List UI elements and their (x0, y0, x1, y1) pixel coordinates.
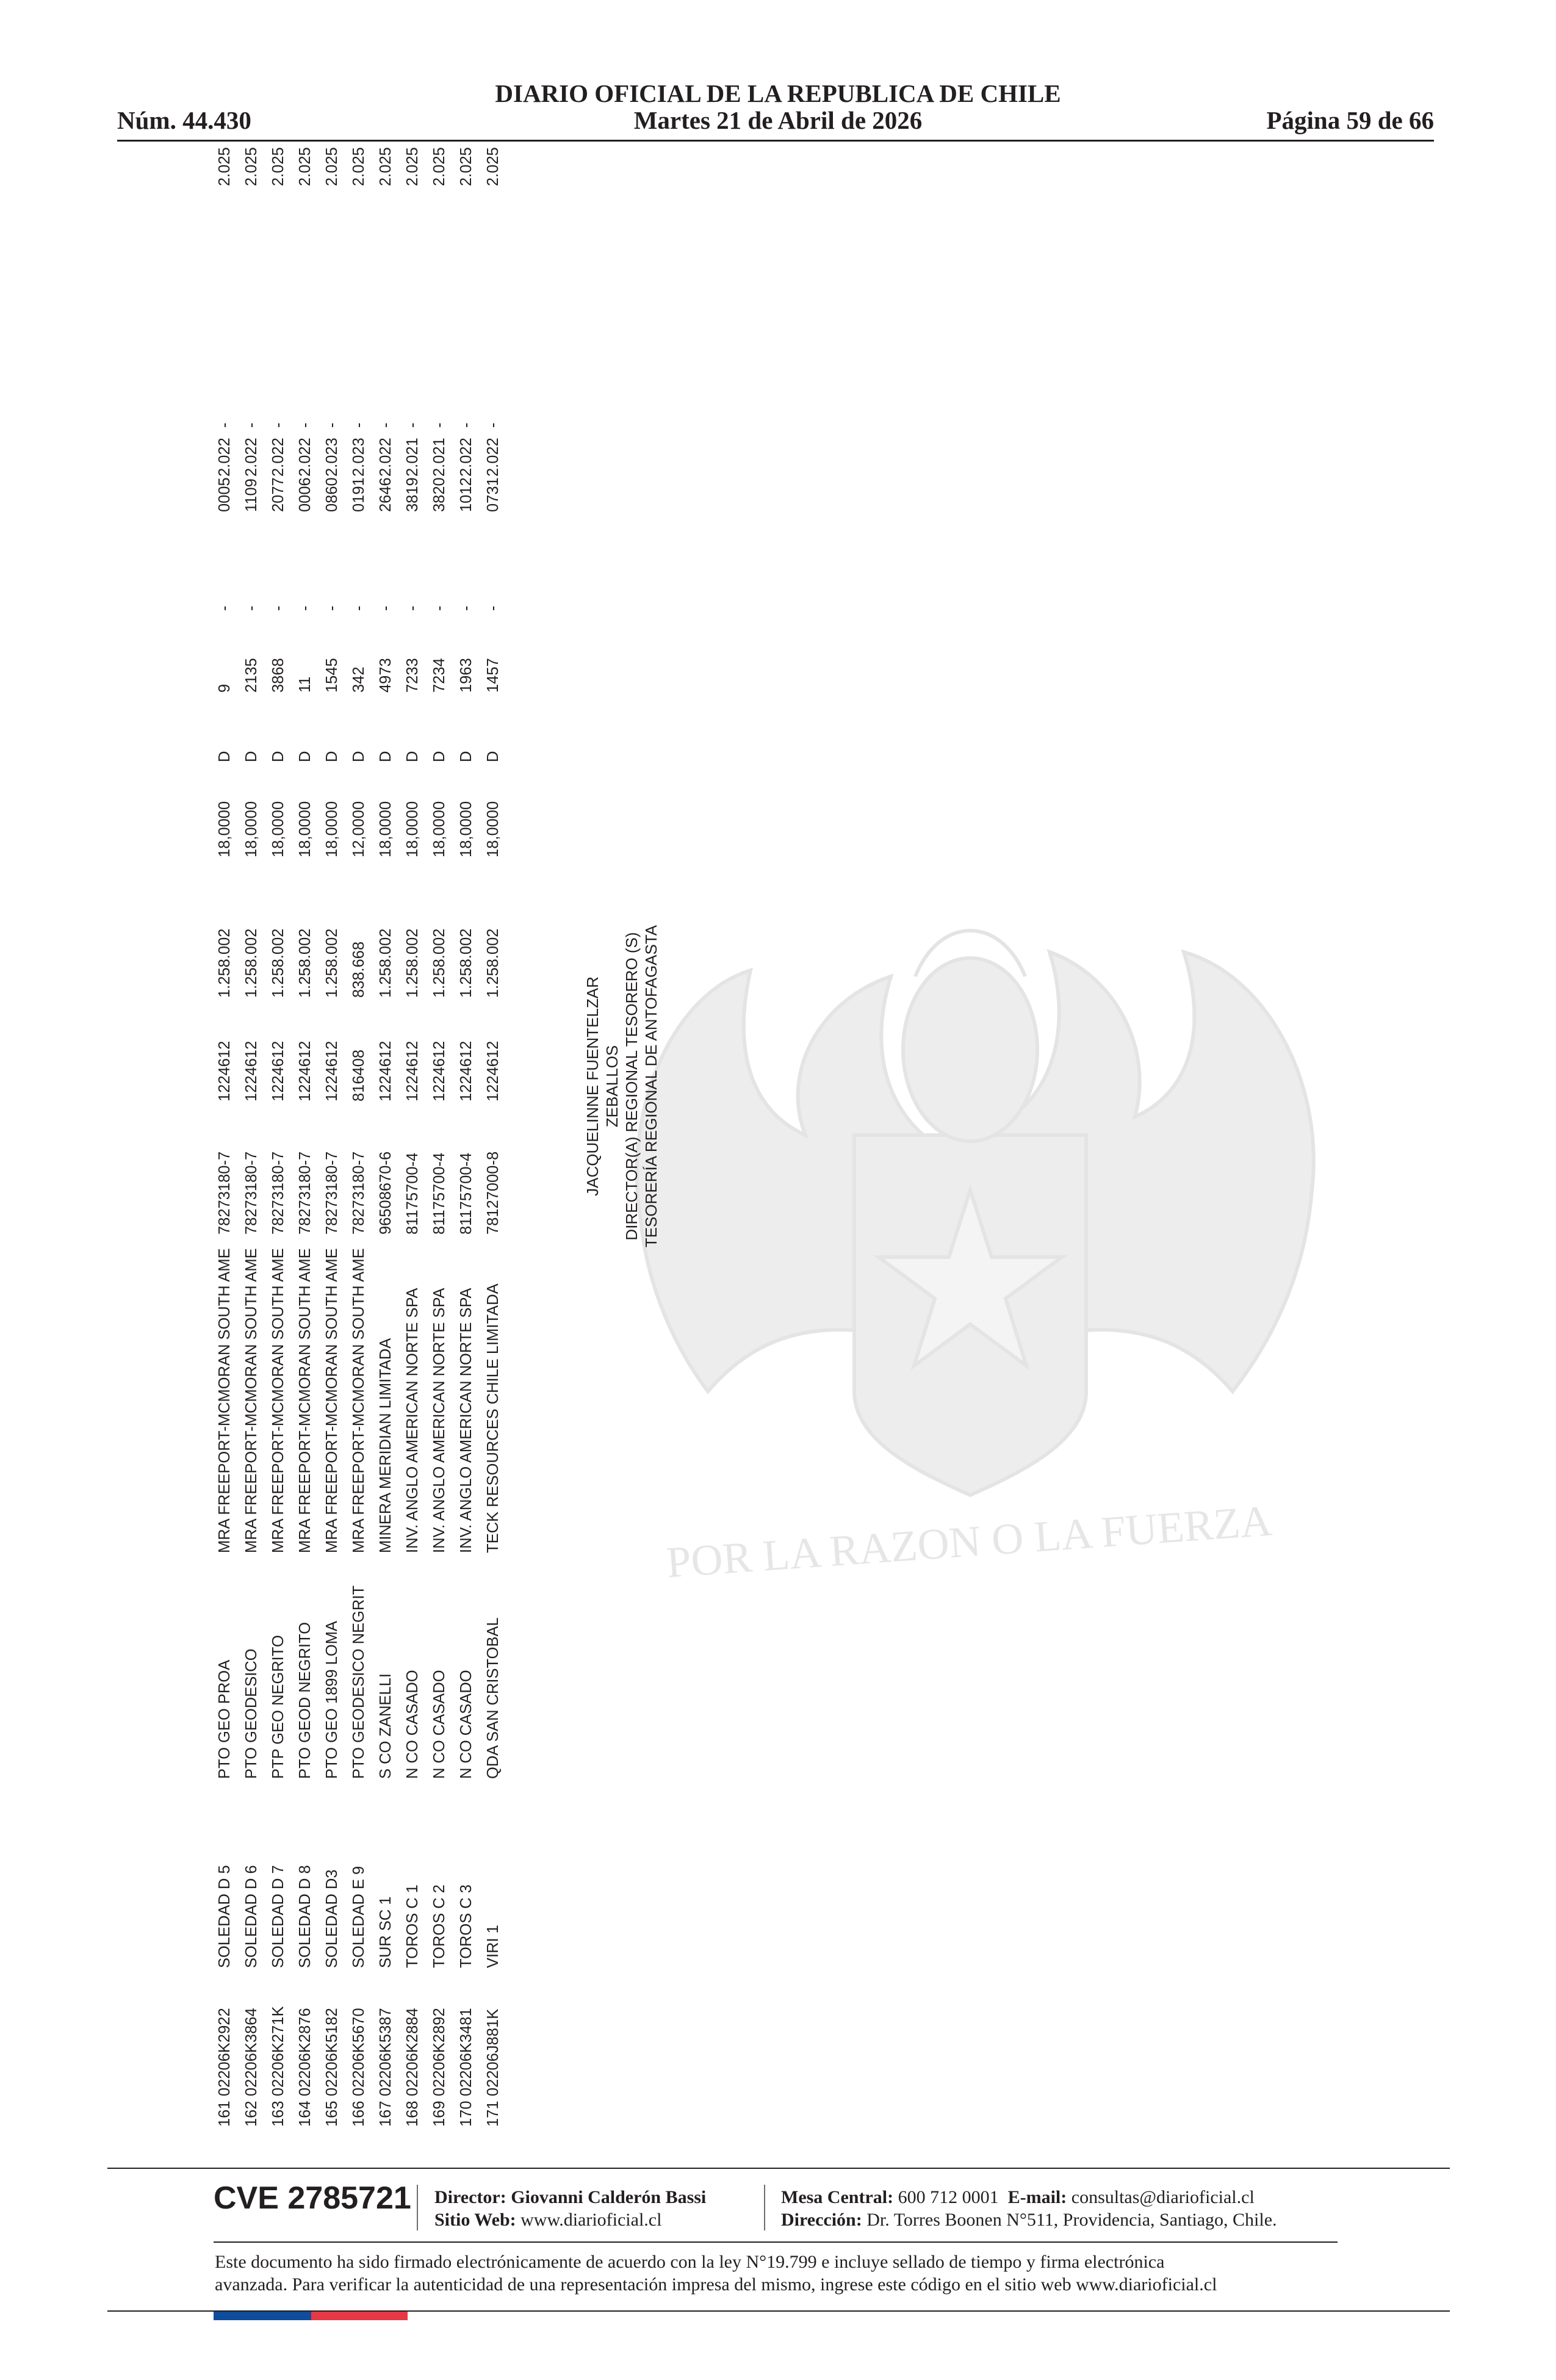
cell-dash: - (297, 605, 314, 611)
cell-field-a: 1963 (458, 658, 475, 693)
address-text: Dr. Torres Boonen N°511, Providencia, Santiago, Chile. (866, 2210, 1277, 2230)
cell-rol: 02206K2892 (431, 2008, 448, 2096)
cell-dash: - (323, 605, 340, 611)
cell-year-b: 2.025 (270, 147, 287, 186)
cell-owner: MRA FREEPORT-MCMORAN SOUTH AME (350, 1248, 367, 1553)
cell-year-a: 2.022 (377, 438, 394, 477)
cell-dash: - (216, 605, 233, 611)
cell-hectares: 18,0000 (377, 801, 394, 857)
cell-owner: MRA FREEPORT-MCMORAN SOUTH AME (270, 1248, 287, 1553)
cell-field-b: 2646 (377, 477, 394, 512)
cell-type: D (404, 751, 421, 762)
cell-amount-b: 1.258.002 (484, 928, 502, 998)
cell-field-b: 1012 (458, 477, 475, 512)
table-row (372, 147, 398, 2127)
cell-year-a: 2.022 (270, 438, 287, 477)
cell-year-b: 2.025 (484, 147, 502, 186)
cell-hectares: 18,0000 (216, 801, 233, 857)
legal-notice (215, 2251, 1374, 2296)
signature-line: DIRECTOR(A) REGIONAL TESORERO (S) (622, 932, 641, 1241)
cell-type: D (350, 751, 367, 762)
cell-amount-b: 1.258.002 (297, 928, 314, 998)
cell-rol: 02206K2922 (216, 2008, 233, 2096)
footer-separator (417, 2185, 418, 2230)
cell-dash: - (350, 422, 367, 428)
cell-amount-a: 1224612 (377, 1040, 394, 1102)
cell-concession-name: SOLEDAD D 8 (297, 1865, 314, 1968)
cell-concession-name: SOLEDAD E 9 (350, 1866, 367, 1968)
page-number: Página 59 de 66 (1266, 106, 1434, 134)
cell-concession-name: SOLEDAD D 6 (243, 1865, 260, 1968)
cell-hectares: 18,0000 (270, 801, 287, 857)
director-info (434, 2186, 706, 2231)
footer-thin-divider (214, 2241, 1338, 2243)
cell-field-b: 0731 (484, 477, 502, 512)
cell-location: PTO GEO 1899 LOMA (323, 1621, 340, 1779)
website-link[interactable]: www.diarioficial.cl (520, 2210, 662, 2230)
cell-location: N CO CASADO (458, 1670, 475, 1779)
cell-hectares: 18,0000 (458, 801, 475, 857)
cell-owner: MINERA MERIDIAN LIMITADA (377, 1338, 394, 1553)
cell-dash: - (216, 422, 233, 428)
cell-field-a: 1457 (484, 658, 502, 693)
table-row (398, 147, 425, 2127)
cell-concession-name: SOLEDAD D 7 (270, 1865, 287, 1968)
cell-dash: - (458, 605, 475, 611)
cve-code: CVE 2785721 (214, 2180, 411, 2216)
table-row (452, 147, 479, 2127)
cell-dash: - (377, 605, 394, 611)
cell-owner: INV. ANGLO AMERICAN NORTE SPA (458, 1288, 475, 1553)
cell-amount-a: 1224612 (458, 1040, 475, 1102)
cell-row-number: 167 (377, 2101, 394, 2127)
cell-field-a: 2135 (243, 658, 260, 693)
cell-row-number: 166 (350, 2101, 367, 2127)
cell-owner: INV. ANGLO AMERICAN NORTE SPA (404, 1288, 421, 1553)
cell-rol: 02206K2876 (297, 2008, 314, 2096)
cell-concession-name: SOLEDAD D3 (323, 1869, 340, 1968)
cell-hectares: 18,0000 (297, 801, 314, 857)
cell-amount-a: 1224612 (323, 1040, 340, 1102)
cell-rol: 02206K5182 (323, 2008, 340, 2096)
cell-dash: - (404, 422, 421, 428)
cell-hectares: 18,0000 (243, 801, 260, 857)
cell-hectares: 18,0000 (431, 801, 448, 857)
cell-concession-name: TOROS C 2 (431, 1884, 448, 1968)
cell-location: S CO ZANELLI (377, 1673, 394, 1779)
cell-rol: 02206K5670 (350, 2008, 367, 2096)
cell-dash: - (484, 605, 502, 611)
cell-row-number: 169 (431, 2101, 448, 2127)
cell-year-b: 2.025 (458, 147, 475, 186)
legal-notice-line: Este documento ha sido firmado electrónicamente de acuerdo con la ley N°19.799 e incluye sellado de tiempo y firma electrónica (215, 2252, 1165, 2272)
cell-row-number: 168 (404, 2101, 421, 2127)
cell-owner: MRA FREEPORT-MCMORAN SOUTH AME (216, 1248, 233, 1553)
cell-dash: - (243, 422, 260, 428)
cell-location: PTO GEOD NEGRITO (297, 1622, 314, 1779)
cell-rol: 02206K3481 (458, 2008, 475, 2096)
cell-year-a: 2.023 (350, 438, 367, 477)
cell-year-a: 2.022 (297, 438, 314, 477)
cell-field-b: 0191 (350, 477, 367, 512)
cell-year-a: 2.022 (243, 438, 260, 477)
flag-stripe-red (311, 2312, 408, 2320)
cell-rol: 02206K3864 (243, 2008, 260, 2096)
cell-rut: 78273180-7 (243, 1151, 260, 1235)
cell-rol: 02206K2884 (404, 2008, 421, 2096)
cell-amount-b: 1.258.002 (458, 928, 475, 998)
table-row (264, 147, 291, 2127)
signature-line: ZEBALLOS (603, 1045, 621, 1128)
cell-field-a: 342 (350, 666, 367, 693)
issue-date: Martes 21 de Abril de 2026 (633, 106, 923, 134)
signature-line: JACQUELINNE FUENTELZAR (583, 976, 602, 1196)
cell-location: QDA SAN CRISTOBAL (484, 1617, 502, 1779)
cell-row-number: 163 (270, 2101, 287, 2127)
cell-dash: - (458, 422, 475, 428)
cell-amount-b: 1.258.002 (377, 928, 394, 998)
cell-rol: 02206K5387 (377, 2008, 394, 2096)
cell-amount-b: 1.258.002 (270, 928, 287, 998)
cell-rut: 78273180-7 (323, 1151, 340, 1235)
cell-year-a: 2.022 (458, 438, 475, 477)
director-name: Giovanni Calderón Bassi (511, 2187, 707, 2207)
cell-rut: 81175700-4 (404, 1152, 421, 1235)
cell-hectares: 18,0000 (323, 801, 340, 857)
cell-row-number: 162 (243, 2101, 260, 2127)
cell-amount-a: 1224612 (404, 1040, 421, 1102)
cell-field-b: 0006 (297, 477, 314, 512)
cell-amount-a: 1224612 (297, 1040, 314, 1102)
cell-location: PTO GEODESICO (243, 1648, 260, 1779)
address-label: Dirección: (781, 2210, 862, 2230)
table-row (318, 147, 345, 2127)
cell-dash: - (270, 422, 287, 428)
cell-row-number: 161 (216, 2101, 233, 2127)
cell-amount-b: 838.668 (350, 941, 367, 998)
cell-rut: 96508670-6 (377, 1151, 394, 1235)
cell-dash: - (377, 422, 394, 428)
cell-field-a: 7234 (431, 658, 448, 693)
cell-dash: - (350, 605, 367, 611)
cell-rut: 78127000-8 (484, 1151, 502, 1235)
cell-type: D (323, 751, 340, 762)
cell-field-b: 2077 (270, 477, 287, 512)
table-row (237, 147, 264, 2127)
cell-concession-name: TOROS C 1 (404, 1884, 421, 1968)
cell-concession-name: SUR SC 1 (377, 1896, 394, 1968)
cell-hectares: 18,0000 (404, 801, 421, 857)
cell-amount-b: 1.258.002 (323, 928, 340, 998)
cell-rut: 78273180-7 (216, 1151, 233, 1235)
cell-field-a: 1545 (323, 658, 340, 693)
cell-owner: TECK RESOURCES CHILE LIMITADA (484, 1283, 502, 1553)
cell-type: D (270, 751, 287, 762)
cell-dash: - (297, 422, 314, 428)
legal-notice-line: avanzada. Para verificar la autenticidad de una representación impresa del mismo, ingrese este código en el sitio web www.diarioficial.cl (215, 2274, 1217, 2295)
cell-amount-b: 1.258.002 (404, 928, 421, 998)
cell-dash: - (431, 605, 448, 611)
cell-hectares: 18,0000 (484, 801, 502, 857)
cell-field-b: 0005 (216, 477, 233, 512)
cell-year-a: 2.022 (484, 438, 502, 477)
header-divider (117, 140, 1434, 142)
cell-field-a: 7233 (404, 658, 421, 693)
table-row (291, 147, 318, 2127)
cell-row-number: 170 (458, 2101, 475, 2127)
cell-year-a: 2.022 (216, 438, 233, 477)
cell-type: D (431, 751, 448, 762)
cell-dash: - (484, 422, 502, 428)
cell-year-a: 2.021 (404, 438, 421, 477)
cell-field-b: 0860 (323, 477, 340, 512)
cell-amount-a: 1224612 (243, 1040, 260, 1102)
cell-field-b: 3819 (404, 477, 421, 512)
cell-hectares: 12,0000 (350, 801, 367, 857)
watermark-motto: POR LA RAZON O LA FUERZA (665, 1496, 1273, 1587)
cell-amount-b: 1.258.002 (431, 928, 448, 998)
phone-label: Mesa Central: (781, 2187, 894, 2207)
cell-type: D (216, 751, 233, 762)
cell-location: PTO GEO PROA (216, 1659, 233, 1779)
cell-amount-a: 1224612 (431, 1040, 448, 1102)
cell-concession-name: TOROS C 3 (458, 1884, 475, 1968)
cell-location: PTO GEODESICO NEGRIT (350, 1585, 367, 1779)
cell-year-a: 2.021 (431, 438, 448, 477)
cell-year-b: 2.025 (216, 147, 233, 186)
cell-amount-a: 1224612 (270, 1040, 287, 1102)
cell-amount-a: 1224612 (484, 1040, 502, 1102)
cell-owner: MRA FREEPORT-MCMORAN SOUTH AME (297, 1248, 314, 1553)
cell-concession-name: VIRI 1 (484, 1925, 502, 1968)
cell-field-b: 3820 (431, 477, 448, 512)
cell-row-number: 164 (297, 2101, 314, 2127)
issue-number: Núm. 44.430 (117, 106, 251, 134)
coat-of-arms-watermark (549, 793, 1373, 1617)
cell-year-b: 2.025 (431, 147, 448, 186)
cell-year-b: 2.025 (243, 147, 260, 186)
cell-amount-a: 1224612 (216, 1040, 233, 1102)
signature-line: TESORERÍA REGIONAL DE ANTOFAGASTA (642, 925, 660, 1248)
table-row (425, 147, 452, 2127)
signature-block (583, 903, 668, 1269)
cell-location: PTP GEO NEGRITO (270, 1635, 287, 1779)
cell-field-a: 3868 (270, 658, 287, 693)
footer-separator (764, 2185, 765, 2230)
cell-rol: 02206J881K (484, 2008, 502, 2096)
cell-field-b: 1109 (243, 478, 260, 512)
contact-info (781, 2186, 1277, 2231)
cell-row-number: 165 (323, 2101, 340, 2127)
cell-rut: 81175700-4 (458, 1152, 475, 1235)
cell-field-a: 9 (216, 683, 233, 693)
cell-rut: 78273180-7 (350, 1151, 367, 1235)
cell-type: D (297, 751, 314, 762)
cell-field-a: 4973 (377, 658, 394, 693)
cell-year-b: 2.025 (350, 147, 367, 186)
email-link[interactable]: consultas@diarioficial.cl (1071, 2187, 1255, 2207)
table-row (345, 147, 372, 2127)
cell-type: D (458, 751, 475, 762)
cell-year-b: 2.025 (323, 147, 340, 186)
cell-year-b: 2.025 (377, 147, 394, 186)
cell-row-number: 171 (484, 2101, 502, 2127)
cell-year-b: 2.025 (297, 147, 314, 186)
phone-number: 600 712 0001 (898, 2187, 999, 2207)
table-row (211, 147, 237, 2127)
cell-rut: 81175700-4 (431, 1152, 448, 1235)
cell-amount-b: 1.258.002 (216, 928, 233, 998)
cell-dash: - (323, 422, 340, 428)
cell-rut: 78273180-7 (270, 1151, 287, 1235)
cell-year-b: 2.025 (404, 147, 421, 186)
cell-dash: - (404, 605, 421, 611)
cell-type: D (484, 751, 502, 762)
email-label: E-mail: (1007, 2187, 1067, 2207)
publication-title: DIARIO OFICIAL DE LA REPUBLICA DE CHILE (495, 79, 1061, 107)
cell-field-a: 11 (297, 676, 314, 693)
cell-dash: - (431, 422, 448, 428)
footer-divider (107, 2168, 1450, 2169)
patent-table (211, 147, 528, 2127)
cell-amount-b: 1.258.002 (243, 928, 260, 998)
cell-amount-a: 816408 (350, 1049, 367, 1102)
cell-year-a: 2.023 (323, 438, 340, 477)
flag-stripe-blue (214, 2312, 311, 2320)
cell-type: D (377, 751, 394, 762)
cell-location: N CO CASADO (431, 1670, 448, 1779)
cell-owner: INV. ANGLO AMERICAN NORTE SPA (431, 1288, 448, 1553)
cell-dash: - (270, 605, 287, 611)
cell-location: N CO CASADO (404, 1670, 421, 1779)
table-row (479, 147, 506, 2127)
cell-concession-name: SOLEDAD D 5 (216, 1865, 233, 1968)
cell-dash: - (243, 605, 260, 611)
cell-owner: MRA FREEPORT-MCMORAN SOUTH AME (323, 1248, 340, 1553)
cell-rut: 78273180-7 (297, 1151, 314, 1235)
cell-owner: MRA FREEPORT-MCMORAN SOUTH AME (243, 1248, 260, 1553)
cell-rol: 02206K271K (270, 2006, 287, 2096)
cell-type: D (243, 751, 260, 762)
website-label: Sitio Web: (434, 2210, 516, 2230)
director-label: Director: (434, 2187, 506, 2207)
